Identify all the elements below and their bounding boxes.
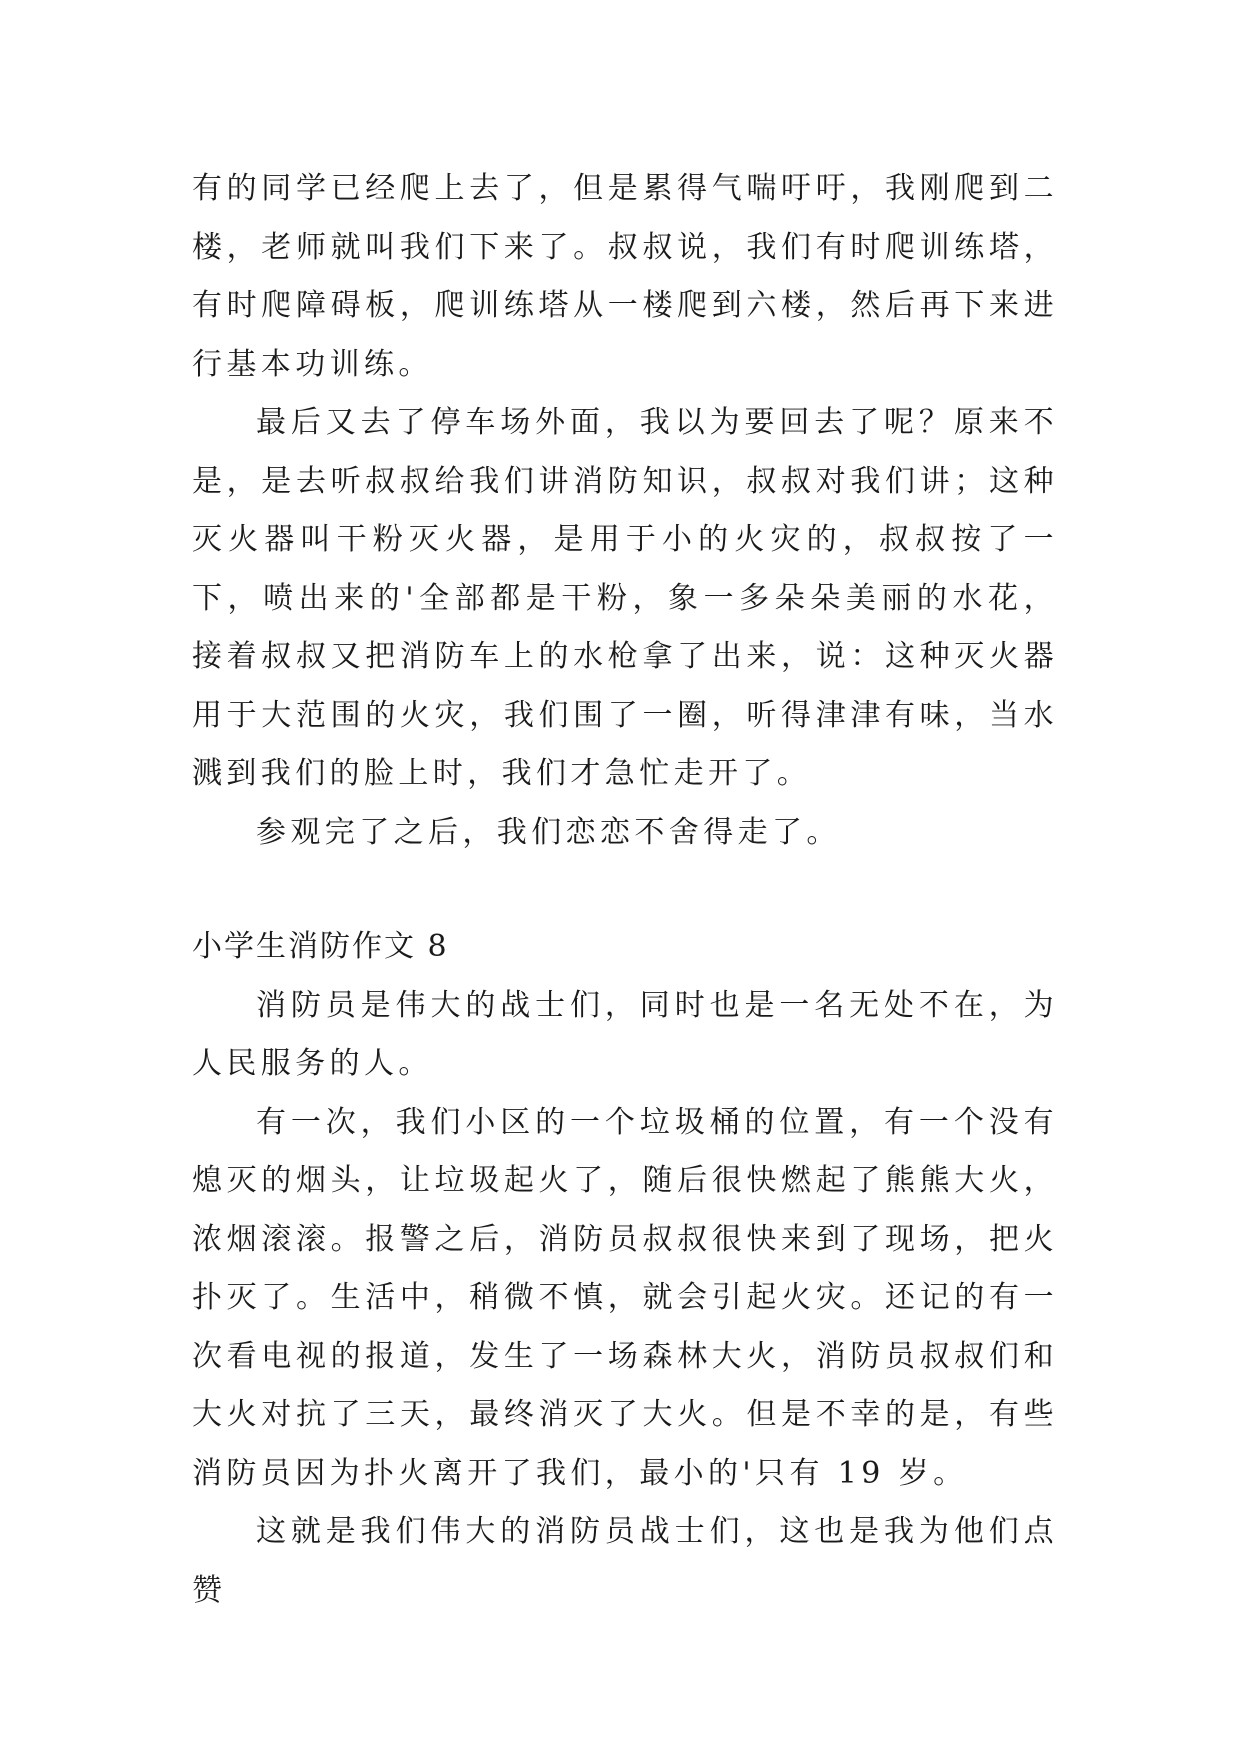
paragraph-2: 最后又去了停车场外面，我以为要回去了呢？原来不是，是去听叔叔给我们讲消防知识，叔叔对我们讲；这种灭火器叫干粉灭火器，是用于小的火灾的，叔叔按了一下，喷出来的'全部都是干粉，象一多朵朵美丽的水花，接着叔叔又把消防车上的水枪拿了出来，说：这种灭火器用于大范围的火灾，我们围了一圈，听得津津有味，当水溅到我们的脸上时，我们才急忙走开了。 [192,405,1058,791]
document-body [192,160,1058,1620]
paragraph-6: 这就是我们伟大的消防员战士们，这也是我为他们点赞 [192,1514,1058,1608]
paragraph-1: 有的同学已经爬上去了，但是累得气喘吁吁，我刚爬到二楼，老师就叫我们下来了。叔叔说，我们有时爬训练塔，有时爬障碍板，爬训练塔从一楼爬到六楼，然后再下来进行基本功训练。 [192,171,1058,382]
paragraph-5: 有一次，我们小区的一个垃圾桶的位置，有一个没有熄灭的烟头，让垃圾起火了，随后很快燃起了熊熊大火，浓烟滚滚。报警之后，消防员叔叔很快来到了现场，把火扑灭了。生活中，稍微不慎，就会引起火灾。还记的有一次看电视的报道，发生了一场森林大火，消防员叔叔们和大火对抗了三天，最终消灭了大火。但是不幸的是，有些消防员因为扑火离开了我们，最小的'只有 19 岁。 [192,1104,1058,1491]
paragraph-4: 消防员是伟大的战士们，同时也是一名无处不在，为人民服务的人。 [192,987,1058,1081]
section-gap [192,862,1058,918]
section-heading: 小学生消防作文 8 [192,929,449,964]
paragraph-3: 参观完了之后，我们恋恋不舍得走了。 [256,814,841,850]
